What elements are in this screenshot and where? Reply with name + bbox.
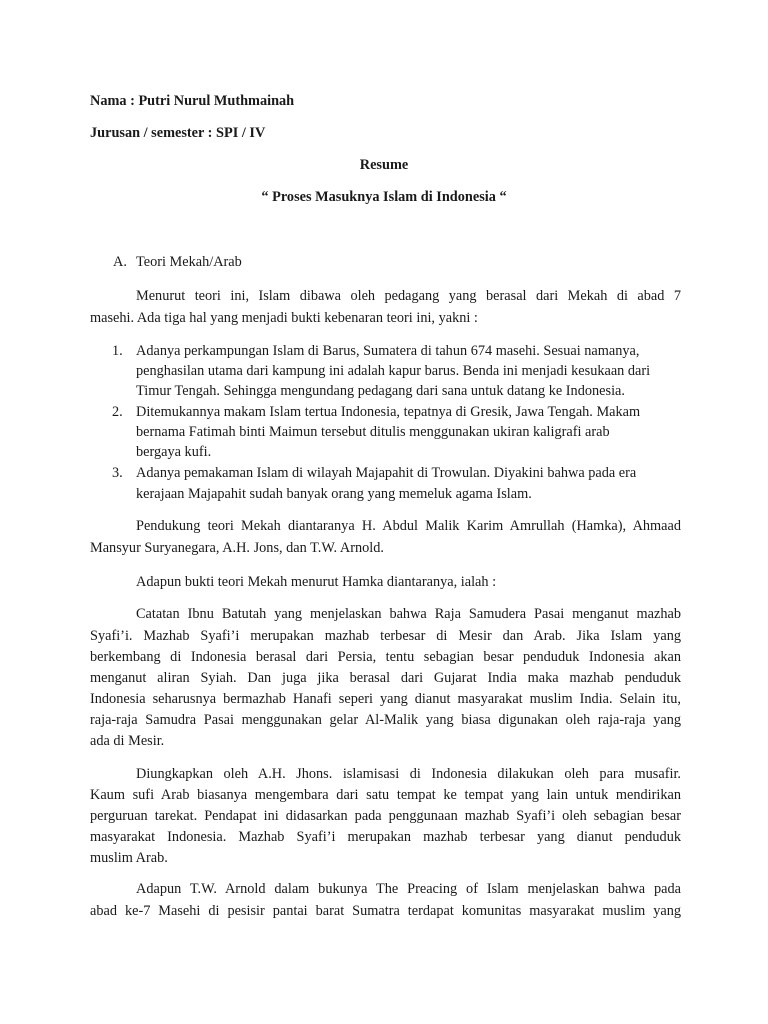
- list-item-line: bernama Fatimah binti Maimun tersebut ditulis menggunakan ukiran kaligrafi arab: [136, 424, 610, 440]
- department-semester: Jurusan / semester : SPI / IV: [90, 125, 266, 141]
- paragraph-line: Diungkapkan oleh A.H. Jhons. islamisasi di Indonesia dilakukan oleh para musafir.: [136, 766, 681, 782]
- section-heading: Teori Mekah/Arab: [136, 254, 242, 270]
- list-item-line: bergaya kufi.: [136, 444, 212, 460]
- resume-label: Resume: [359, 157, 409, 173]
- paragraph-line: menganut aliran Syiah. Dan juga jika berasal dari Gujarat India maka mazhab penduduk: [90, 670, 681, 686]
- paragraph-line: Pendukung teori Mekah diantaranya H. Abdul Malik Karim Amrullah (Hamka), Ahmaad: [136, 518, 681, 534]
- list-number: 1.: [112, 343, 123, 359]
- list-item-line: penghasilan utama dari kampung ini adalah kapur barus. Benda ini menjadi kesukaan dari: [136, 363, 651, 379]
- list-item-line: Adanya perkampungan Islam di Barus, Sumatera di tahun 674 masehi. Sesuai namanya,: [136, 343, 640, 359]
- paragraph-line: masehi. Ada tiga hal yang menjadi bukti kebenaran teori ini, yakni :: [90, 310, 478, 326]
- paragraph-line: Menurut teori ini, Islam dibawa oleh pedagang yang berasal dari Mekah di abad 7: [136, 288, 681, 304]
- paragraph-line: raja-raja Samudra Pasai menggunakan gelar Al-Malik yang biasa digunakan oleh raja-raja yang: [90, 712, 681, 728]
- paragraph-line: perguruan tarekat. Pendapat ini didasarkan pada penggunaan mazhab Syafi’i oleh sebagian besar: [90, 808, 681, 824]
- paragraph-line: Kaum sufi Arab biasanya mengembara dari satu tempat ke tempat yang lain untuk mendirikan: [90, 787, 681, 803]
- paragraph-line: Syafi’i. Mazhab Syafi’i merupakan mazhab terbesar di Mesir dan Arab. Jika Islam yang: [90, 628, 681, 644]
- paragraph-line: Mansyur Suryanegara, A.H. Jons, dan T.W. Arnold.: [90, 540, 384, 556]
- paragraph-line: berkembang di Indonesia berasal dari Persia, tentu sebagian besar penduduk Indonesia akan: [90, 649, 681, 665]
- paragraph-line: Adapun T.W. Arnold dalam bukunya The Preacing of Islam menjelaskan bahwa pada: [136, 881, 681, 897]
- list-item-line: kerajaan Majapahit sudah banyak orang yang memeluk agama Islam.: [136, 486, 532, 502]
- paragraph-line: Indonesia seharusnya bermazhab Hanafi seperi yang dianut masyarakat muslim India. Selain itu,: [90, 691, 681, 707]
- paragraph-line: Catatan Ibnu Batutah yang menjelaskan bahwa Raja Samudera Pasai menganut mazhab: [136, 606, 681, 622]
- list-item-line: Ditemukannya makam Islam tertua Indonesia, tepatnya di Gresik, Jawa Tengah. Makam: [136, 404, 641, 420]
- paragraph-line: masyarakat Indonesia. Mazhab Syafi’i merupakan mazhab terbesar yang dianut penduduk: [90, 829, 681, 845]
- paragraph-line: Adapun bukti teori Mekah menurut Hamka diantaranya, ialah :: [136, 574, 497, 590]
- paragraph-line: ada di Mesir.: [90, 733, 165, 749]
- student-name: Nama : Putri Nurul Muthmainah: [90, 93, 295, 109]
- list-number: 3.: [112, 465, 123, 481]
- list-number: 2.: [112, 404, 123, 420]
- list-item-line: Adanya pemakaman Islam di wilayah Majapahit di Trowulan. Diyakini bahwa pada era: [136, 465, 637, 481]
- list-item-line: Timur Tengah. Sehingga mengundang pedagang dari sana untuk datang ke Indonesia.: [136, 383, 625, 399]
- section-marker: A.: [113, 254, 127, 270]
- document-title: “ Proses Masuknya Islam di Indonesia “: [261, 189, 507, 205]
- paragraph-line: abad ke-7 Masehi di pesisir pantai barat Sumatra terdapat komunitas masyarakat muslim yang: [90, 903, 681, 919]
- paragraph-line: muslim Arab.: [90, 850, 168, 866]
